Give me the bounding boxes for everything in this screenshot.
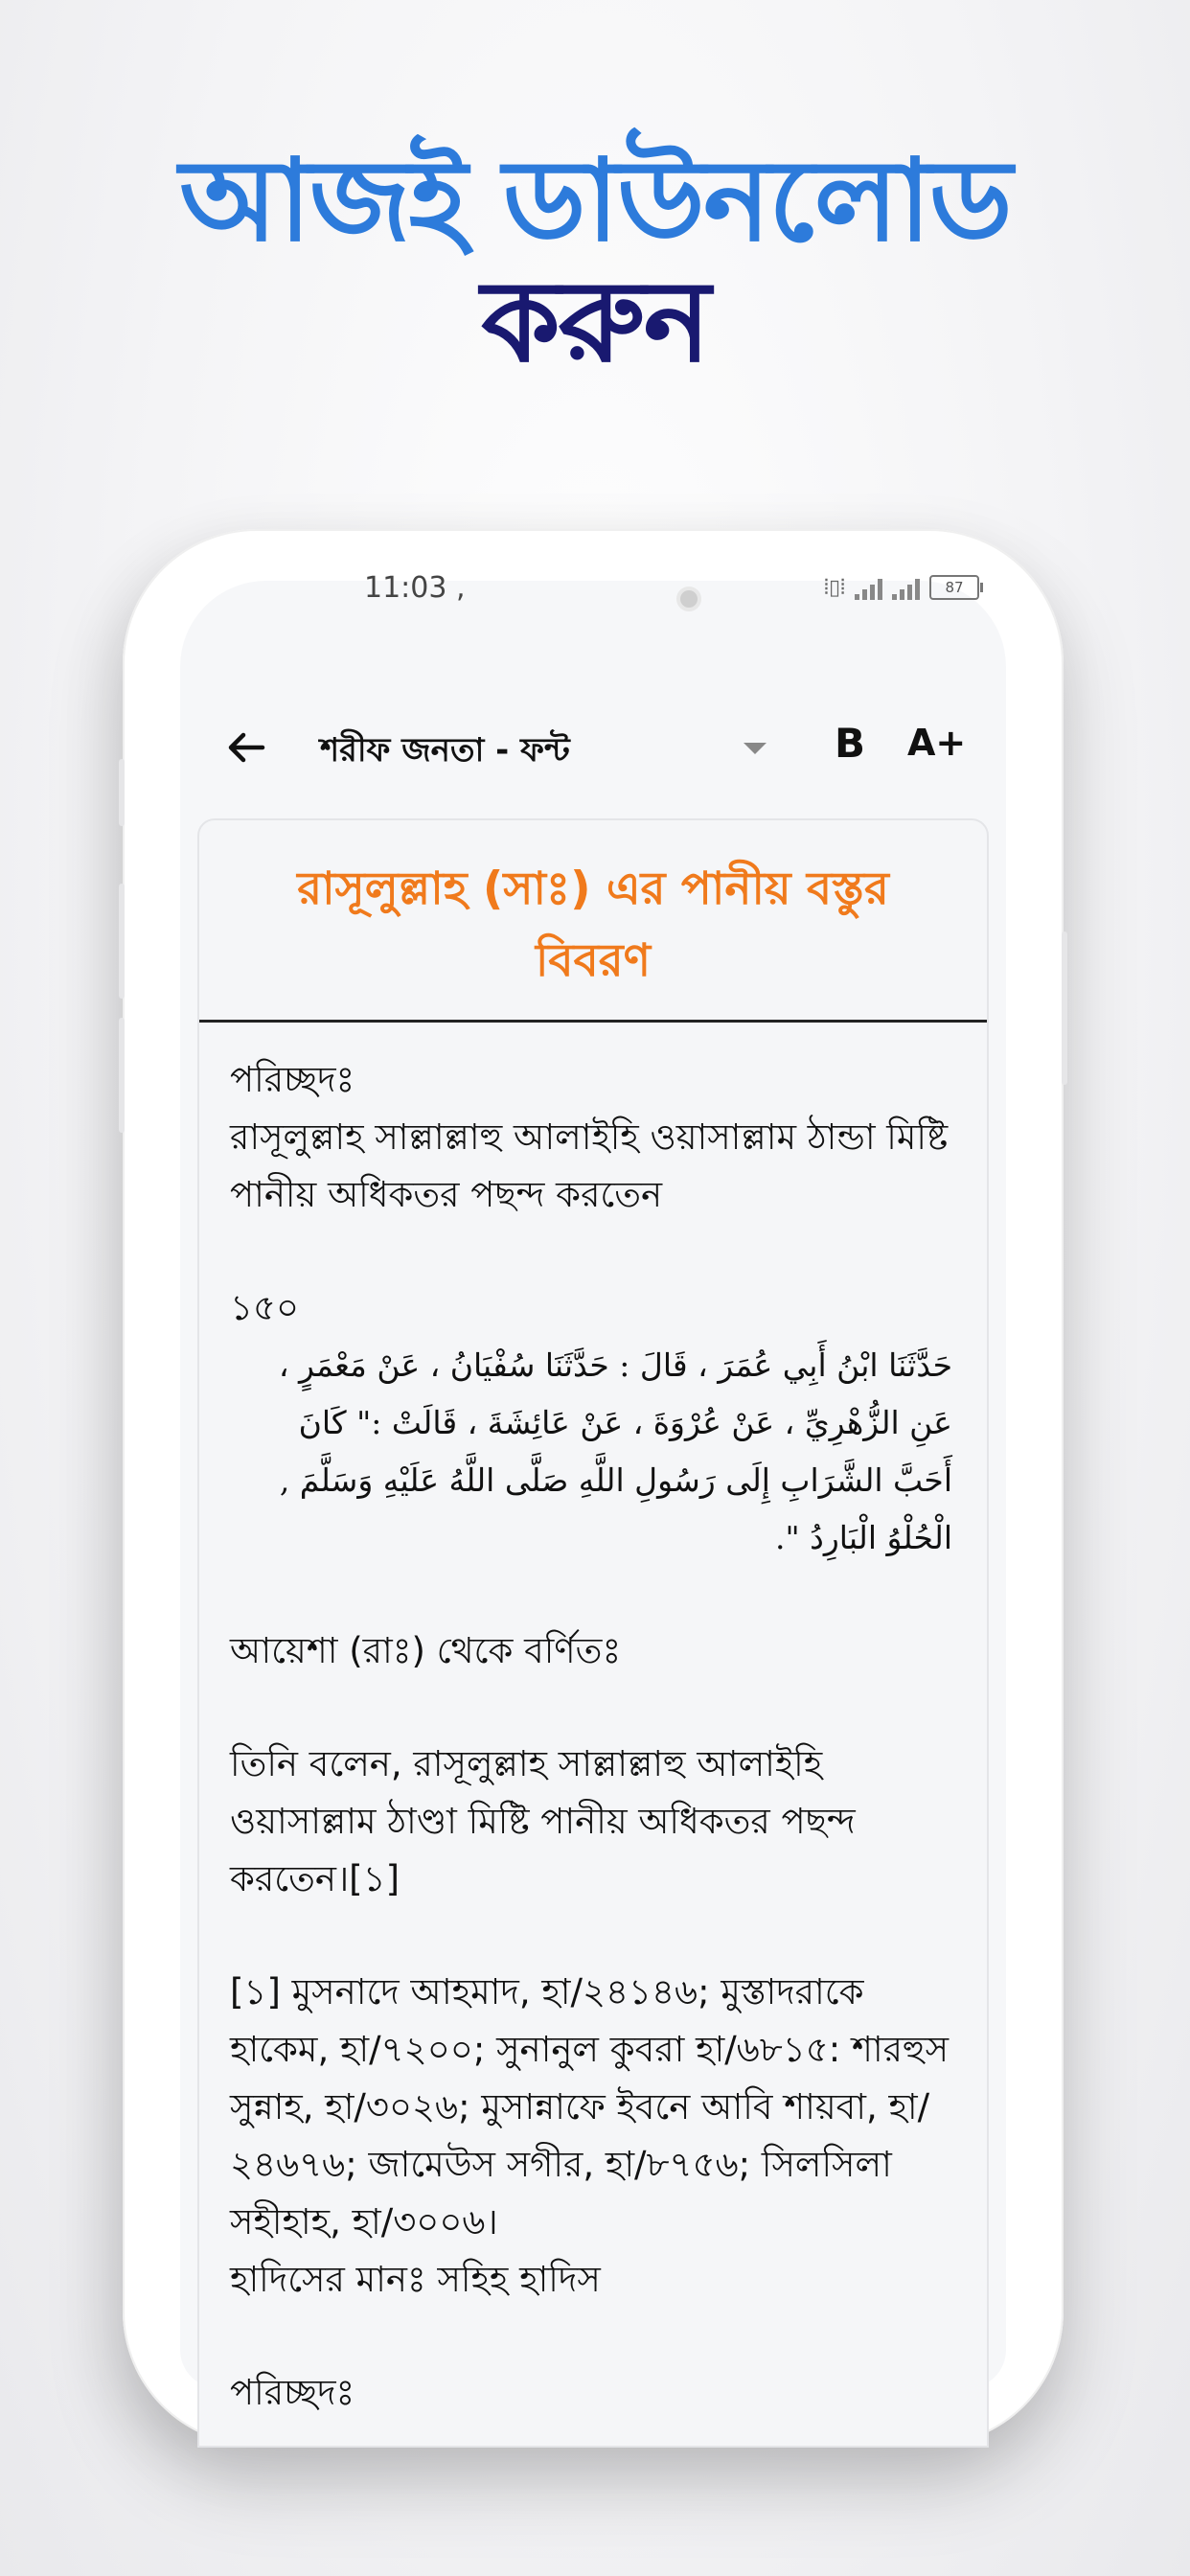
reader-toolbar: [180, 701, 1006, 796]
headline-line-2: করুন: [481, 255, 709, 387]
hadith-number: ১৫০: [230, 1287, 300, 1329]
hadith-card: [197, 818, 989, 2448]
front-camera: [676, 586, 701, 611]
hadith-grade: হাদিসের মানঃ সহিহ হাদিস: [230, 2259, 601, 2301]
status-time: 11:03 ,: [364, 571, 466, 605]
next-chapter-label: পরিচ্ছদঃ: [230, 2372, 355, 2414]
status-bar: [180, 571, 1006, 667]
phone-mockup: [123, 529, 1064, 2446]
hadith-title: রাসূলুল্লাহ (সাঃ) এর পানীয় বস্তুর বিবরণ: [199, 820, 987, 1023]
signal-icon-2: [892, 577, 920, 600]
signal-icon: [855, 577, 882, 600]
back-arrow-icon[interactable]: [222, 724, 270, 771]
battery-icon: 87: [929, 575, 979, 600]
headline-line-1: আজই ডাউনলোড: [179, 134, 1011, 266]
chapter-text: রাসূলুল্লাহ সাল্লাল্লাহু আলাইহি ওয়াসাল্লাম ঠান্ডা মিষ্টি পানীয় অধিকতর পছন্দ করতেন: [230, 1116, 949, 1216]
bold-toggle-button[interactable]: B: [835, 720, 866, 767]
phone-power-button: [1062, 932, 1067, 1085]
promo-headline: [0, 134, 1190, 387]
status-icons: [824, 575, 979, 600]
phone-side-button: [119, 1018, 125, 1133]
reference-text: [১] মুসনাদে আহমাদ, হা/২৪১৪৬; মুস্তাদরাকে হাকেম, হা/৭২০০; সুনানুল কুবরা হা/৬৮১৫: শারহুস সুন্নাহ, হা/৩০২৬; মুসান্নাফে ইবনে আবি শায়বা, হা/২৪৬৭৬; জামেউস সগীর, হা/৮৭৫৬; সিলসিলা সহীহাহ, হা/৩০০৬।: [230, 1971, 950, 2243]
narrator-text: আয়েশা (রাঃ) থেকে বর্ণিতঃ: [230, 1630, 622, 1672]
phone-side-button: [119, 759, 125, 826]
arabic-text: حَدَّثَنَا ابْنُ أَبِي عُمَرَ ، قَالَ : حَدَّثَنَا سُفْيَانُ ، عَنْ مَعْمَرٍ ، عَنِ الزُّهْرِيِّ ، عَنْ عُرْوَةَ ، عَنْ عَائِشَةَ ، قَالَتْ :" كَانَ أَحَبَّ الشَّرَابِ إِلَى رَسُولِ اللَّهِ صَلَّى اللَّهُ عَلَيْهِ وَسَلَّمَ , الْحُلْوُ الْبَارِدُ ".: [278, 1346, 952, 1557]
hadith-body: [199, 1023, 987, 2422]
chevron-down-icon[interactable]: [744, 743, 767, 754]
increase-font-button[interactable]: A+: [907, 722, 967, 764]
vibrate-icon: ⦙▯⦙: [824, 576, 845, 600]
font-selector[interactable]: শরীফ জনতা - ফন্ট: [320, 731, 570, 770]
chapter-label: পরিচ্ছদঃ: [230, 1059, 355, 1101]
phone-side-button: [119, 884, 125, 999]
app-screen: [180, 571, 1006, 2414]
translation-text: তিনি বলেন, রাসূলুল্লাহ সাল্লাল্লাহু আলাইহি ওয়াসাল্লাম ঠাণ্ডা মিষ্টি পানীয় অধিকতর পছন্দ করতেন।[১]: [230, 1743, 856, 1900]
